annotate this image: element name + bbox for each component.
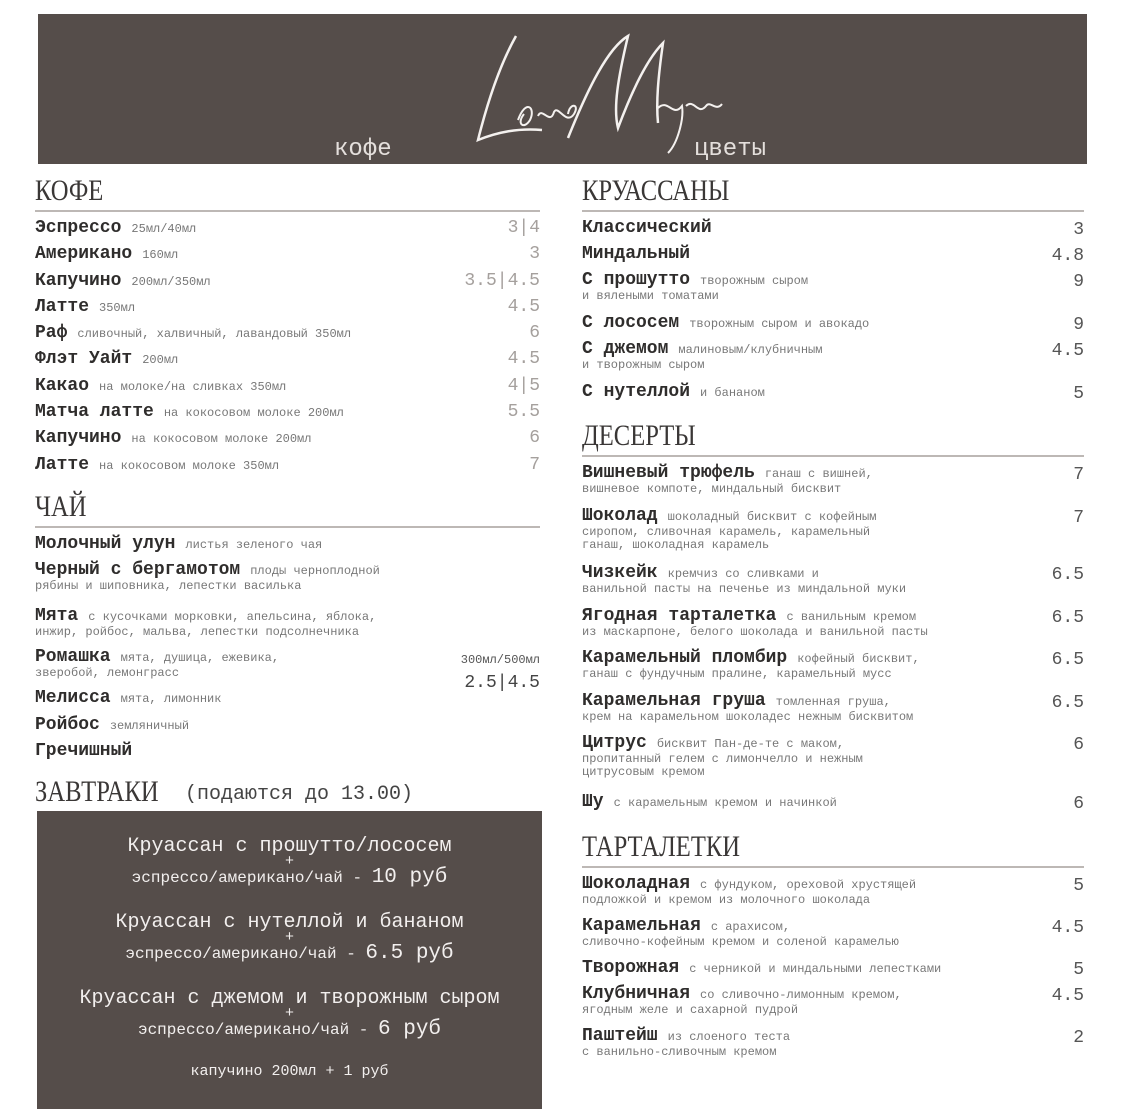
menu-item-name: Флэт Уайт: [35, 349, 133, 370]
desserts-item-price: 6.5: [1051, 608, 1084, 628]
desserts-item-line: [582, 691, 1052, 711]
desserts-item-price: 7: [1073, 508, 1084, 528]
croissants-item-price: 4.5: [1051, 341, 1084, 361]
desserts-item-price: 6.5: [1051, 650, 1084, 670]
desserts-item-desc: бисквит Пан-де-те с маком,: [656, 737, 845, 751]
desserts-item-desc: с карамельным кремом и начинкой: [613, 796, 837, 810]
desserts-item-price: 6: [1073, 794, 1084, 814]
desserts-item-line: [582, 733, 1073, 753]
tartlets-item-line: [582, 1026, 1073, 1046]
tea-item-desc-2: рябины и шиповника, лепестки василька: [35, 579, 302, 593]
croissants-item-desc: малиновым/клубничным: [678, 343, 823, 357]
tea-item-body: [35, 715, 540, 735]
tartlets-item-desc: с арахисом,: [710, 920, 791, 934]
menu-item-body: [35, 297, 508, 317]
menu-item-desc: на кокосовом молоке 350мл: [99, 458, 280, 473]
menu-item-body: [35, 402, 508, 422]
tea-item-desc: листья зеленого чая: [185, 538, 323, 552]
coffee-section: [35, 174, 540, 481]
menu-item-row: [35, 455, 540, 481]
coffee-title: КОФЕ: [35, 174, 104, 207]
menu-item-price: 4.5: [507, 349, 540, 370]
desserts-item-row: [582, 733, 1084, 792]
tea-item-name: Ромашка: [35, 647, 111, 667]
menu-item-price: 7: [529, 454, 540, 475]
tea-item-desc-2: инжир, ройбос, мальва, лепестки подсолнечника: [35, 625, 360, 639]
desserts-item-name: Карамельный пломбир: [582, 648, 788, 668]
menu-item-price: 4|5: [507, 375, 540, 396]
desserts-item-row: [582, 792, 1084, 818]
tartlets-item-price: 4.5: [1051, 986, 1084, 1006]
desserts-item-desc: томленная груша,: [775, 695, 891, 709]
menu-item-desc: на кокосовом молоке 200мл: [163, 406, 344, 421]
desserts-item-name: Шоколад: [582, 506, 658, 526]
croissants-item-row: [582, 382, 1084, 408]
tea-item-row: [35, 534, 540, 560]
menu-item-row: [35, 218, 540, 244]
breakfast-combo: [37, 987, 542, 1041]
tea-item-name: Ройбос: [35, 715, 100, 735]
tea-item-row: [35, 715, 540, 741]
tartlets-item-price: 2: [1073, 1028, 1084, 1048]
tartlets-item-name: Творожная: [582, 958, 680, 978]
croissants-item-body: [582, 313, 1073, 333]
menu-item-name: Эспрессо: [35, 218, 122, 238]
divider: [582, 866, 1084, 868]
menu-item-desc: на молоке/на сливках 350мл: [99, 379, 287, 394]
tea-item-name: Черный с бергамотом: [35, 560, 241, 580]
desserts-title: ДЕСЕРТЫ: [582, 419, 696, 452]
croissants-item-name: С лососем: [582, 313, 680, 333]
desserts-item-body: [582, 733, 1073, 779]
menu-item-desc: на кокосовом молоке 200мл: [131, 432, 312, 447]
combo-plus: +: [284, 1005, 294, 1022]
tea-item-desc-2: зверобой, лемонграсс: [35, 666, 180, 680]
tartlets-item-desc-2: с ванильно-сливочным кремом: [582, 1045, 777, 1059]
desserts-item-body: [582, 792, 1073, 812]
combo-price: 6 руб: [378, 1018, 442, 1041]
combo-price: 6.5 руб: [365, 942, 454, 965]
menu-item-desc: 350мл: [99, 300, 136, 315]
croissants-item-line: [582, 244, 1052, 264]
croissants-section: [582, 174, 1084, 408]
tartlets-item-body: [582, 1026, 1073, 1059]
menu-item-row: [35, 402, 540, 428]
desserts-item-row: [582, 648, 1084, 691]
combo-title: Круассан с нутеллой и бананом: [115, 911, 464, 934]
desserts-item-row: [582, 506, 1084, 563]
croissants-item-row: [582, 313, 1084, 339]
menu-item-price: 5.5: [507, 402, 540, 423]
tartlets-item-desc-2: ягодным желе и сахарной пудрой: [582, 1003, 799, 1017]
croissants-item-row: [582, 339, 1084, 382]
tea-item-body: [35, 560, 540, 593]
croissants-item-price: 9: [1073, 272, 1084, 292]
combo-sub-line: [37, 942, 542, 965]
desserts-item-row: [582, 563, 1084, 606]
breakfast-combo: [37, 911, 542, 965]
tea-volumes: 300мл/500мл: [460, 653, 540, 667]
croissants-item-body: [582, 244, 1052, 264]
desserts-item-desc-2: пропитанный гелем с лимончелло и нежным: [582, 752, 863, 766]
breakfast-box: [37, 811, 542, 1109]
breakfast-extra: капучино 200мл + 1 руб: [190, 1063, 389, 1080]
divider: [35, 526, 540, 528]
menu-item-desc: 160мл: [142, 248, 179, 263]
croissants-item-line: [582, 339, 1052, 359]
menu-item-name: Матча латте: [35, 402, 154, 423]
croissants-item-desc-2: и вялеными томатами: [582, 289, 719, 303]
tea-title: ЧАЙ: [35, 490, 87, 523]
tartlets-item-price: 5: [1073, 876, 1084, 896]
tea-item-desc: земляничный: [109, 719, 190, 733]
tea-item-name: Гречишный: [35, 741, 133, 761]
croissants-item-price: 9: [1073, 315, 1084, 335]
tea-item-desc: мята, душица, ежевика,: [120, 651, 280, 665]
tea-section: [35, 490, 540, 767]
tartlets-item-name: Шоколадная: [582, 874, 691, 894]
menu-item-row: [35, 297, 540, 323]
breakfast-heading: [35, 775, 540, 809]
desserts-item-body: [582, 691, 1052, 724]
menu-item-name: Латте: [35, 454, 90, 475]
croissants-item-row: [582, 244, 1084, 270]
desserts-item-row: [582, 691, 1084, 733]
desserts-item-desc: кремчиз со сливками и: [667, 567, 819, 581]
menu-item-row: [35, 349, 540, 375]
desserts-item-name: Цитрус: [582, 733, 647, 753]
tartlets-item-desc: со сливочно-лимонным кремом,: [700, 988, 902, 1002]
desserts-item-row: [582, 463, 1084, 506]
desserts-item-price: 6.5: [1051, 565, 1084, 585]
desserts-item-body: [582, 506, 1073, 552]
desserts-item-name: Карамельная груша: [582, 691, 766, 711]
croissants-item-body: [582, 218, 1073, 238]
breakfast-title: ЗАВТРАКИ: [35, 775, 159, 808]
croissants-item-line: [582, 218, 1073, 238]
divider: [35, 210, 540, 212]
menu-header: [38, 14, 1087, 164]
combo-title: Круассан с джемом и творожным сыром: [79, 987, 500, 1010]
croissants-item-body: [582, 270, 1073, 303]
tartlets-item-line: [582, 984, 1052, 1004]
croissants-item-desc: творожным сыром: [700, 274, 809, 288]
croissants-item-row: [582, 270, 1084, 313]
desserts-item-desc: ганаш с вишней,: [764, 467, 873, 481]
tartlets-item-body: [582, 958, 1073, 978]
desserts-item-line: [582, 792, 1073, 812]
desserts-item-line: [582, 563, 1052, 583]
combo-sub: эспрессо/американо/чай -: [125, 945, 356, 963]
desserts-item-price: 7: [1073, 465, 1084, 485]
desserts-item-name: Вишневый трюфель: [582, 463, 755, 483]
croissants-item-name: Миндальный: [582, 244, 691, 264]
tartlets-item-desc-2: сливочно-кофейным кремом и соленой карамелью: [582, 935, 899, 949]
tartlets-item-price: 5: [1073, 960, 1084, 980]
tartlets-item-name: Карамельная: [582, 916, 701, 936]
tartlets-item-desc: с фундуком, ореховой хрустящей: [700, 878, 917, 892]
tea-item-line: [35, 741, 540, 761]
combo-sub: эспрессо/американо/чай -: [137, 1021, 369, 1039]
tea-item-body: [35, 606, 540, 639]
divider: [582, 210, 1084, 212]
tea-item-row: [35, 606, 540, 647]
menu-item-body: [35, 455, 529, 475]
tartlets-item-row: [582, 916, 1084, 958]
tartlets-item-body: [582, 984, 1052, 1017]
desserts-item-name: Ягодная тарталетка: [582, 606, 777, 626]
croissants-item-desc-2: и творожным сыром: [582, 358, 705, 372]
combo-title: Круассан с прошутто/лососем: [127, 835, 452, 858]
menu-item-desc: сливочный, халвичный, лавандовый 350мл: [77, 327, 352, 342]
desserts-item-name: Чизкейк: [582, 563, 658, 583]
croissants-item-price: 5: [1073, 384, 1084, 404]
menu-item-price: 3|4: [507, 218, 540, 238]
tartlets-item-price: 4.5: [1051, 918, 1084, 938]
tea-price: 2.5|4.5: [464, 673, 540, 693]
desserts-item-desc-2: вишневое компоте, миндальный бисквит: [582, 482, 842, 496]
menu-item-row: [35, 376, 540, 402]
tartlets-item-desc: из слоеного теста: [667, 1030, 791, 1044]
menu-item-name: Латте: [35, 296, 90, 317]
desserts-item-body: [582, 563, 1052, 596]
combo-sub-line: [37, 866, 542, 889]
menu-item-price: 3.5|4.5: [464, 270, 540, 291]
combo-plus: +: [284, 929, 294, 946]
menu-item-price: 3: [529, 244, 540, 265]
combo-plus: +: [284, 853, 294, 870]
tartlets-item-name: Клубничная: [582, 984, 691, 1004]
tea-item-row: [35, 741, 540, 767]
menu-item-name: Капучино: [35, 270, 122, 291]
menu-item-row: [35, 428, 540, 454]
menu-item-row: [35, 323, 540, 349]
menu-item-price: 6: [529, 428, 540, 449]
tartlets-item-line: [582, 916, 1052, 936]
menu-item-row: [35, 244, 540, 270]
tartlets-item-row: [582, 984, 1084, 1026]
tea-item-desc: с кусочками морковки, апельсина, яблока,: [88, 610, 377, 624]
tea-item-desc: плоды черноплодной: [250, 564, 380, 578]
menu-item-price: 6: [529, 323, 540, 344]
tea-item-line: [35, 606, 540, 626]
tea-item-desc: мята, лимонник: [120, 692, 222, 706]
desserts-item-price: 6.5: [1051, 693, 1084, 713]
croissants-title: КРУАССАНЫ: [582, 174, 730, 207]
menu-item-desc: 25мл/40мл: [131, 222, 197, 236]
combo-sub-line: [37, 1018, 542, 1041]
combo-price: 10 руб: [371, 866, 448, 889]
croissants-item-name: С прошутто: [582, 270, 691, 290]
croissants-item-body: [582, 382, 1073, 402]
desserts-item-desc-3: цитрусовым кремом: [582, 765, 705, 779]
tartlets-item-body: [582, 874, 1073, 907]
tea-item-body: [35, 741, 540, 761]
desserts-item-body: [582, 648, 1052, 681]
menu-item-row: [35, 271, 540, 297]
menu-item-desc: 200мл/350мл: [131, 274, 211, 289]
tea-item-name: Мята: [35, 606, 79, 626]
croissants-item-line: [582, 270, 1073, 290]
desserts-item-desc-2: крем на карамельном шоколадес нежным бисквитом: [582, 710, 914, 724]
tartlets-item-row: [582, 958, 1084, 984]
menu-item-name: Капучино: [35, 428, 122, 449]
croissants-item-name: С нутеллой: [582, 382, 691, 402]
breakfast-combo: [37, 835, 542, 889]
croissants-item-body: [582, 339, 1052, 372]
menu-item-body: [35, 376, 508, 396]
menu-item-price: 4.5: [507, 296, 540, 317]
desserts-item-row: [582, 606, 1084, 648]
desserts-item-desc-2: ванильной пасты на печенье из миндальной муки: [582, 582, 907, 596]
desserts-section: [582, 419, 1084, 818]
tea-item-name: Мелисса: [35, 688, 111, 708]
menu-item-body: [35, 349, 508, 369]
croissants-item-desc: и бананом: [700, 386, 765, 400]
menu-item-body: [35, 428, 529, 448]
desserts-item-desc-3: ганаш, шоколадная карамель: [582, 538, 770, 552]
desserts-item-desc-2: сиропом, сливочная карамель, карамельный: [582, 525, 871, 539]
desserts-item-body: [582, 463, 1073, 496]
tea-item-line: [35, 534, 540, 554]
tartlets-item-row: [582, 1026, 1084, 1068]
tea-price-block: [445, 653, 540, 693]
desserts-item-desc: кофейный бисквит,: [797, 652, 920, 666]
desserts-item-desc: шоколадный бисквит с кофейным: [667, 510, 877, 524]
divider: [582, 455, 1084, 457]
desserts-item-price: 6: [1073, 735, 1084, 755]
desserts-item-line: [582, 463, 1073, 483]
menu-item-desc: 200мл: [142, 353, 179, 368]
croissants-item-price: 4.8: [1051, 246, 1084, 266]
tartlets-title: ТАРТАЛЕТКИ: [582, 830, 741, 863]
tartlets-item-name: Паштейш: [582, 1026, 658, 1046]
tartlets-item-desc-2: подложкой и кремом из молочного шоколада: [582, 893, 871, 907]
tea-item-line: [35, 560, 540, 580]
menu-item-body: [35, 244, 529, 264]
desserts-item-line: [582, 506, 1073, 526]
desserts-item-line: [582, 606, 1052, 626]
menu-item-body: [35, 323, 529, 343]
croissants-item-desc: творожным сыром и авокадо: [689, 317, 870, 331]
desserts-item-name: Шу: [582, 792, 604, 812]
croissants-item-name: С джемом: [582, 339, 669, 359]
tartlets-item-desc: с черникой и миндальными лепестками: [689, 962, 942, 976]
combo-sub: эспрессо/американо/чай -: [131, 869, 363, 887]
menu-item-body: [35, 218, 508, 238]
tea-item-line: [35, 715, 540, 735]
breakfast-note: (подаются до 13.00): [185, 783, 414, 806]
tea-item-row: [35, 560, 540, 606]
tartlets-item-row: [582, 874, 1084, 916]
menu-item-name: Американо: [35, 244, 133, 265]
croissants-item-line: [582, 382, 1073, 402]
desserts-item-body: [582, 606, 1052, 639]
header-flowers-word: цветы: [694, 136, 767, 163]
menu-item-name: Какао: [35, 375, 90, 396]
desserts-item-desc-2: из маскарпоне, белого шоколада и ванильной пасты: [582, 625, 928, 639]
menu-item-body: [35, 271, 464, 291]
desserts-item-desc: с ванильным кремом: [786, 610, 917, 624]
tartlets-section: [582, 830, 1084, 1068]
desserts-item-desc-2: ганаш с фундучным пралине, карамельный мусс: [582, 667, 892, 681]
croissants-item-price: 3: [1073, 220, 1084, 240]
menu-item-name: Раф: [35, 323, 68, 344]
tea-item-name: Молочный улун: [35, 534, 176, 554]
tartlets-item-line: [582, 958, 1073, 978]
tartlets-item-body: [582, 916, 1052, 949]
croissants-item-name: Классический: [582, 218, 712, 238]
tea-item-body: [35, 534, 540, 554]
tartlets-item-line: [582, 874, 1073, 894]
croissants-item-line: [582, 313, 1073, 333]
croissants-item-row: [582, 218, 1084, 244]
desserts-item-line: [582, 648, 1052, 668]
header-coffee-word: кофе: [334, 136, 392, 163]
